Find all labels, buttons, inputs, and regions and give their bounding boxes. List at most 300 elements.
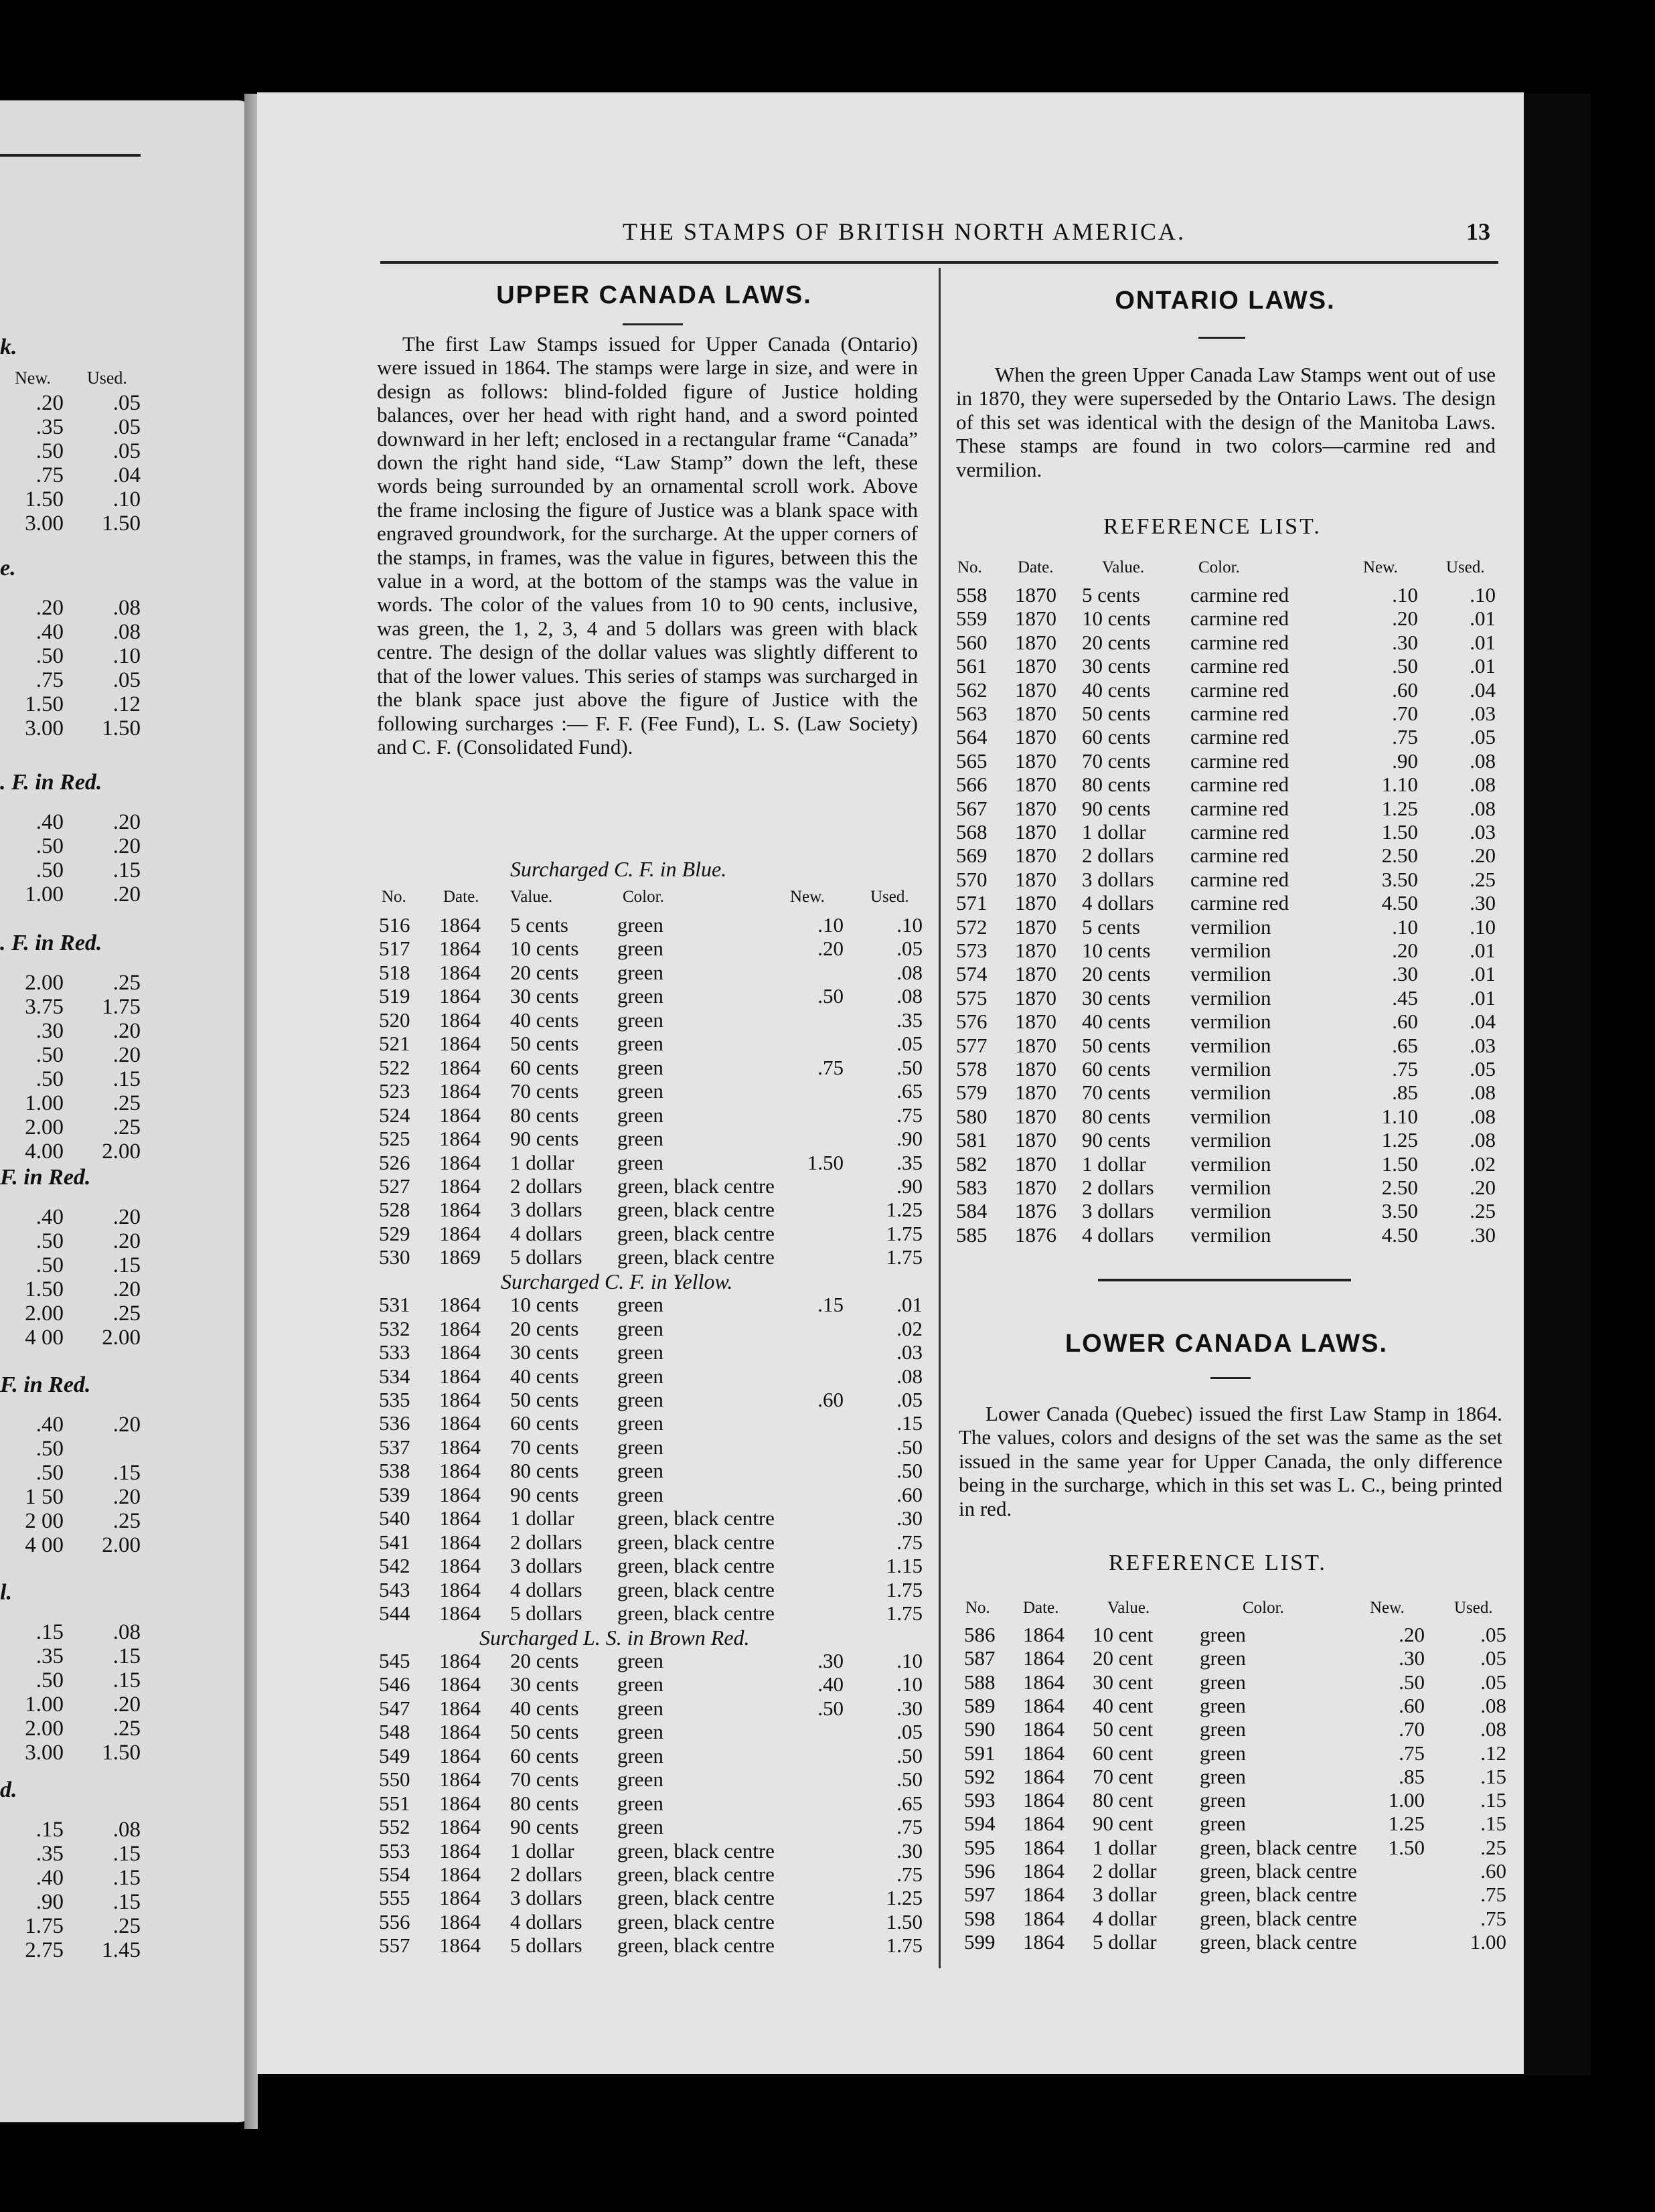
left-price-used: .20 bbox=[112, 1205, 141, 1229]
left-price-used: .05 bbox=[112, 439, 141, 463]
cell-date: 1864 bbox=[439, 1743, 481, 1767]
cell-no: 516 bbox=[379, 913, 410, 937]
cell-color: vermilion bbox=[1190, 962, 1271, 986]
cell-used: .08 bbox=[1480, 1693, 1506, 1717]
lower-canada-reference-title: REFERENCE LIST. bbox=[1109, 1551, 1327, 1575]
cell-color: green bbox=[617, 1388, 663, 1411]
cell-color: green, black centre bbox=[617, 1530, 775, 1554]
cell-color: green bbox=[617, 913, 663, 937]
cell-no: 537 bbox=[379, 1435, 410, 1459]
cell-used: 1.25 bbox=[886, 1198, 923, 1222]
cell-color: green bbox=[617, 1364, 663, 1388]
cell-no: 582 bbox=[956, 1152, 988, 1176]
cell-color: green bbox=[617, 1791, 663, 1815]
cell-no: 524 bbox=[379, 1103, 410, 1127]
cell-value: 40 cent bbox=[1093, 1693, 1154, 1717]
left-price-used: .15 bbox=[112, 1890, 141, 1914]
cell-new: .50 bbox=[1392, 654, 1418, 678]
cell-value: 60 cent bbox=[1093, 1741, 1154, 1765]
cell-no: 530 bbox=[379, 1245, 410, 1269]
cell-date: 1864 bbox=[439, 1767, 481, 1792]
cell-used: .30 bbox=[896, 1696, 923, 1720]
cell-used: 1.15 bbox=[886, 1554, 923, 1578]
table-row bbox=[0, 1741, 1655, 1765]
column-header-date: Date. bbox=[1023, 1599, 1059, 1617]
column-header-used: Used. bbox=[1454, 1599, 1493, 1617]
cell-color: green bbox=[617, 1150, 663, 1174]
table-row bbox=[0, 868, 1655, 891]
table-row bbox=[0, 654, 1655, 678]
cell-used: .08 bbox=[1470, 1128, 1496, 1152]
cell-date: 1864 bbox=[439, 1482, 481, 1506]
left-price-used: .25 bbox=[112, 971, 141, 995]
table-row bbox=[0, 1245, 1655, 1269]
left-price-used: .20 bbox=[112, 1413, 141, 1437]
cell-used: .15 bbox=[1480, 1788, 1506, 1812]
cell-no: 566 bbox=[956, 773, 988, 797]
cell-used: .65 bbox=[896, 1079, 923, 1103]
cell-color: vermilion bbox=[1190, 1010, 1271, 1034]
cell-color: carmine red bbox=[1190, 748, 1289, 773]
cell-used: .30 bbox=[1470, 891, 1496, 915]
cell-used: .10 bbox=[896, 1672, 923, 1696]
cell-value: 60 cents bbox=[510, 1055, 579, 1079]
cell-color: carmine red bbox=[1190, 630, 1289, 654]
cell-used: 1.75 bbox=[886, 1221, 923, 1245]
left-price-row bbox=[0, 487, 161, 511]
cell-value: 1 dollar bbox=[510, 1150, 574, 1174]
cell-date: 1864 bbox=[439, 913, 481, 937]
cell-no: 525 bbox=[379, 1127, 410, 1151]
column-header-date: Date. bbox=[1018, 558, 1054, 576]
left-price-used: 2.00 bbox=[102, 1533, 141, 1557]
cell-color: green bbox=[617, 1079, 663, 1103]
cell-new: .70 bbox=[1392, 702, 1418, 725]
cell-color: green bbox=[617, 1720, 663, 1744]
cell-new: 3.50 bbox=[1381, 1199, 1418, 1223]
cell-date: 1870 bbox=[1015, 962, 1056, 986]
cell-color: green, black centre bbox=[617, 1554, 775, 1578]
cell-date: 1870 bbox=[1015, 844, 1056, 868]
cell-no: 520 bbox=[379, 1008, 410, 1032]
cell-no: 590 bbox=[964, 1717, 996, 1741]
left-price-new: 2.00 bbox=[25, 1115, 64, 1139]
cell-used: .03 bbox=[1470, 1033, 1496, 1057]
cell-date: 1864 bbox=[1023, 1646, 1065, 1670]
cell-value: 30 cent bbox=[1093, 1670, 1154, 1694]
cell-color: green bbox=[617, 1103, 663, 1127]
left-price-row bbox=[0, 463, 161, 487]
cell-date: 1870 bbox=[1015, 748, 1056, 773]
cell-new: 2.50 bbox=[1381, 1176, 1418, 1199]
cell-color: green, black centre bbox=[1200, 1859, 1357, 1883]
cell-no: 551 bbox=[379, 1791, 410, 1815]
cell-color: green bbox=[617, 1459, 663, 1483]
cell-no: 560 bbox=[956, 630, 988, 654]
cell-no: 579 bbox=[956, 1081, 988, 1105]
cell-no: 522 bbox=[379, 1055, 410, 1079]
column-header-new: New. bbox=[1363, 558, 1398, 576]
cell-date: 1864 bbox=[1023, 1929, 1065, 1954]
cell-value: 80 cents bbox=[510, 1791, 579, 1815]
column-header-new: New. bbox=[1370, 1599, 1405, 1617]
cell-date: 1864 bbox=[439, 1316, 481, 1340]
cell-date: 1870 bbox=[1015, 1152, 1056, 1176]
cell-no: 598 bbox=[964, 1906, 996, 1930]
left-price-new: 1.50 bbox=[25, 1277, 64, 1301]
cell-value: 70 cents bbox=[1082, 1081, 1151, 1105]
left-price-new: 2.00 bbox=[25, 1717, 64, 1741]
cell-date: 1870 bbox=[1015, 891, 1056, 915]
cell-color: green bbox=[617, 1411, 663, 1435]
cell-no: 536 bbox=[379, 1411, 410, 1435]
cell-no: 594 bbox=[964, 1812, 996, 1836]
cell-color: green, black centre bbox=[617, 1886, 775, 1910]
lower-canada-intro: Lower Canada (Quebec) issued the first Law Stamp in 1864. The values, colors and designs of the set was the same as the set issued in the same year for Upper Canada, the only difference being in the surcharge, which in this set was L. C., being printed in red. bbox=[959, 1402, 1502, 1520]
cell-no: 583 bbox=[956, 1176, 988, 1199]
cell-color: green bbox=[617, 1008, 663, 1032]
cell-no: 573 bbox=[956, 939, 988, 962]
cell-value: 10 cent bbox=[1093, 1623, 1154, 1646]
cell-used: .15 bbox=[896, 1411, 923, 1435]
cell-no: 521 bbox=[379, 1032, 410, 1056]
table-row bbox=[0, 1623, 1655, 1646]
cell-color: vermilion bbox=[1190, 939, 1271, 962]
left-price-new: .20 bbox=[35, 596, 64, 620]
cell-no: 548 bbox=[379, 1720, 410, 1744]
left-price-used: .12 bbox=[112, 692, 141, 716]
left-price-new: .50 bbox=[35, 439, 64, 463]
cell-no: 588 bbox=[964, 1670, 996, 1694]
cell-date: 1864 bbox=[439, 1055, 481, 1079]
left-section-heading: F. in Red. bbox=[0, 1372, 91, 1397]
left-price-new: 1.75 bbox=[25, 1914, 64, 1938]
upper-canada-intro: The first Law Stamps issued for Upper Canada (Ontario) were issued in 1864. The stamps were large in size, and were in design as follows: blind-folded figure of Justice holding balances, over her head with right hand, and a sword pointed downward in her left; enclosed in a rectangular frame “Canada” down the right hand side, “Law Stamp” down the left, these words being surrounded by an ornamental scroll work. Above the frame inclosing the figure of Justice was a blank space with engraved groundwork, for the surcharge. At the upper corners of the stamps, in frames, was the value in figures, between this the value in a word, at the bottom of the stamps was the value in words. The color of the values from 10 to 90 cents, inclusive, was green, the 1, 2, 3, 4 and 5 dollars was green with black centre. The design of the dollar values was slightly different to that of the lower values. This series of stamps was surcharged in the blank space just above the figure of Justice with the following surcharges :— F. F. (Fee Fund), L. S. (Law Society) and C. F. (Consolidated Fund). bbox=[377, 332, 918, 759]
cell-color: green bbox=[617, 1743, 663, 1767]
table-row bbox=[0, 1578, 1655, 1601]
cell-color: carmine red bbox=[1190, 654, 1289, 678]
cell-no: 595 bbox=[964, 1835, 996, 1859]
cell-color: green bbox=[1200, 1741, 1246, 1765]
left-price-new: 1.50 bbox=[25, 487, 64, 511]
surcharge-heading: Surcharged C. F. in Yellow. bbox=[501, 1269, 733, 1293]
table-row bbox=[0, 797, 1655, 820]
cell-used: 1.75 bbox=[886, 1577, 923, 1601]
cell-value: 30 cents bbox=[510, 1340, 579, 1364]
cell-no: 518 bbox=[379, 960, 410, 984]
cell-date: 1864 bbox=[439, 1079, 481, 1103]
left-price-new: .30 bbox=[35, 1019, 64, 1043]
cell-new: 1.50 bbox=[1381, 1152, 1418, 1176]
left-price-used: .15 bbox=[112, 1842, 141, 1866]
cell-used: .01 bbox=[1470, 985, 1496, 1010]
column-header-color: Color. bbox=[1243, 1599, 1284, 1617]
cell-used: .25 bbox=[1470, 867, 1496, 891]
cell-value: 1 dollar bbox=[1082, 1152, 1146, 1176]
cell-date: 1870 bbox=[1015, 1010, 1056, 1034]
cell-date: 1864 bbox=[439, 1103, 481, 1127]
cell-no: 587 bbox=[964, 1646, 996, 1670]
cell-value: 20 cents bbox=[510, 1316, 579, 1340]
cell-used: .12 bbox=[1480, 1741, 1506, 1765]
cell-color: vermilion bbox=[1190, 1199, 1271, 1223]
cell-new: .60 bbox=[1392, 1010, 1418, 1034]
column-header-date: Date. bbox=[443, 888, 479, 906]
cell-value: 3 dollars bbox=[1082, 867, 1154, 891]
cell-used: .30 bbox=[1470, 1222, 1496, 1247]
left-price-used: .20 bbox=[112, 1019, 141, 1043]
cell-date: 1864 bbox=[1023, 1835, 1065, 1859]
cell-color: green bbox=[617, 1127, 663, 1151]
cell-used: 1.75 bbox=[886, 1601, 923, 1626]
left-price-used: .05 bbox=[112, 668, 141, 692]
cell-value: 30 cents bbox=[1082, 654, 1151, 678]
cell-color: green bbox=[617, 1482, 663, 1506]
table-row bbox=[0, 631, 1655, 654]
cell-color: green bbox=[617, 960, 663, 984]
cell-color: green, black centre bbox=[617, 1577, 775, 1601]
table-row bbox=[0, 1223, 1655, 1247]
left-price-new: .35 bbox=[35, 415, 64, 439]
left-price-new: 4.00 bbox=[25, 1139, 64, 1164]
left-price-new: 2 00 bbox=[25, 1509, 64, 1533]
cell-value: 40 cents bbox=[510, 1008, 579, 1032]
cell-used: .25 bbox=[1480, 1835, 1506, 1859]
cell-no: 545 bbox=[379, 1648, 410, 1672]
table-row bbox=[0, 939, 1655, 962]
cell-used: .08 bbox=[1470, 796, 1496, 820]
cell-no: 599 bbox=[964, 1929, 996, 1954]
left-price-new: .50 bbox=[35, 858, 64, 882]
cell-used: .08 bbox=[1470, 773, 1496, 797]
cell-used: .50 bbox=[896, 1459, 923, 1483]
cell-no: 547 bbox=[379, 1696, 410, 1720]
cell-value: 20 cent bbox=[1093, 1646, 1154, 1670]
cell-date: 1864 bbox=[439, 1411, 481, 1435]
cell-color: carmine red bbox=[1190, 867, 1289, 891]
cell-used: .15 bbox=[1480, 1764, 1506, 1788]
cell-date: 1870 bbox=[1015, 985, 1056, 1010]
left-price-used: 1.50 bbox=[102, 716, 141, 740]
cell-color: green, black centre bbox=[617, 1601, 775, 1626]
cell-value: 5 dollars bbox=[510, 1245, 582, 1269]
cell-date: 1864 bbox=[439, 1459, 481, 1483]
cell-value: 40 cents bbox=[510, 1364, 579, 1388]
cell-no: 578 bbox=[956, 1057, 988, 1081]
left-price-new: 2.00 bbox=[25, 1301, 64, 1326]
cell-no: 584 bbox=[956, 1199, 988, 1223]
left-price-used: .25 bbox=[112, 1301, 141, 1326]
cell-color: green bbox=[617, 1340, 663, 1364]
cell-no: 572 bbox=[956, 915, 988, 939]
left-section-heading: . F. in Red. bbox=[0, 770, 102, 795]
cell-value: 5 cents bbox=[1082, 915, 1140, 939]
cell-used: 1.75 bbox=[886, 1245, 923, 1269]
table-row bbox=[0, 1081, 1655, 1104]
left-price-used: .05 bbox=[112, 391, 141, 415]
left-price-used: .25 bbox=[112, 1115, 141, 1139]
left-section-heading: d. bbox=[0, 1778, 17, 1802]
cell-new: .65 bbox=[1392, 1033, 1418, 1057]
table-row bbox=[0, 1105, 1655, 1128]
cell-color: green, black centre bbox=[617, 1174, 775, 1198]
cell-no: 519 bbox=[379, 984, 410, 1008]
cell-used: .01 bbox=[1470, 654, 1496, 678]
cell-new: .70 bbox=[1399, 1717, 1425, 1741]
cell-value: 90 cents bbox=[510, 1815, 579, 1839]
cell-value: 30 cents bbox=[1082, 985, 1151, 1010]
left-price-new: 3.00 bbox=[25, 511, 64, 536]
cell-used: .08 bbox=[1470, 1081, 1496, 1105]
cell-date: 1870 bbox=[1015, 1081, 1056, 1105]
cell-value: 70 cents bbox=[1082, 748, 1151, 773]
cell-color: vermilion bbox=[1190, 1152, 1271, 1176]
cell-value: 2 dollars bbox=[1082, 844, 1154, 868]
cell-date: 1864 bbox=[439, 1388, 481, 1411]
cell-used: .75 bbox=[896, 1103, 923, 1127]
cell-new: .45 bbox=[1392, 985, 1418, 1010]
cell-value: 80 cents bbox=[1082, 773, 1151, 797]
cell-new: .10 bbox=[817, 913, 844, 937]
cell-no: 565 bbox=[956, 748, 988, 773]
left-price-new: .15 bbox=[35, 1620, 64, 1644]
cell-used: .05 bbox=[896, 937, 923, 961]
cell-value: 4 dollars bbox=[510, 1221, 582, 1245]
left-price-new: .20 bbox=[35, 391, 64, 415]
cell-used: .90 bbox=[896, 1127, 923, 1151]
cell-used: .03 bbox=[896, 1340, 923, 1364]
title-rule bbox=[1198, 337, 1245, 339]
cell-used: .75 bbox=[1480, 1883, 1506, 1907]
cell-used: .05 bbox=[1480, 1623, 1506, 1646]
cell-used: .05 bbox=[896, 1388, 923, 1411]
cell-color: green, black centre bbox=[617, 1838, 775, 1863]
title-rule bbox=[623, 323, 683, 325]
cell-new: .30 bbox=[1392, 630, 1418, 654]
left-price-used: .20 bbox=[112, 810, 141, 834]
table-row bbox=[0, 986, 1655, 1010]
cell-date: 1864 bbox=[439, 1364, 481, 1388]
cell-value: 90 cents bbox=[510, 1482, 579, 1506]
left-price-used: .25 bbox=[112, 1914, 141, 1938]
cell-date: 1864 bbox=[439, 1198, 481, 1222]
table-row bbox=[0, 1670, 1655, 1694]
cell-value: 60 cents bbox=[510, 1411, 579, 1435]
cell-no: 591 bbox=[964, 1741, 996, 1765]
table-row bbox=[0, 607, 1655, 630]
cell-date: 1870 bbox=[1015, 1104, 1056, 1128]
cell-value: 4 dollars bbox=[1082, 891, 1154, 915]
left-price-used: .05 bbox=[112, 415, 141, 439]
cell-no: 531 bbox=[379, 1293, 410, 1317]
cell-no: 581 bbox=[956, 1128, 988, 1152]
cell-color: green bbox=[617, 937, 663, 961]
cell-date: 1864 bbox=[439, 1340, 481, 1364]
cell-no: 517 bbox=[379, 937, 410, 961]
cell-new: .10 bbox=[1392, 583, 1418, 607]
cell-color: green bbox=[617, 1055, 663, 1079]
cell-date: 1864 bbox=[1023, 1906, 1065, 1930]
left-price-used: .08 bbox=[112, 1620, 141, 1644]
column-header-no: No. bbox=[965, 1599, 990, 1617]
left-price-new: 1.00 bbox=[25, 882, 64, 906]
cell-no: 571 bbox=[956, 891, 988, 915]
cell-date: 1864 bbox=[439, 1293, 481, 1317]
cell-date: 1864 bbox=[1023, 1670, 1065, 1694]
cell-value: 40 cents bbox=[1082, 678, 1151, 702]
cell-color: green, black centre bbox=[1200, 1929, 1357, 1954]
cell-no: 543 bbox=[379, 1577, 410, 1601]
left-price-new: .35 bbox=[35, 1842, 64, 1866]
cell-no: 539 bbox=[379, 1482, 410, 1506]
left-price-new: .90 bbox=[35, 1890, 64, 1914]
table-row bbox=[0, 1034, 1655, 1057]
cell-used: .65 bbox=[896, 1791, 923, 1815]
table-row bbox=[0, 1646, 1655, 1670]
left-section-heading: l. bbox=[0, 1580, 12, 1605]
cell-date: 1876 bbox=[1015, 1199, 1056, 1223]
left-price-new: .40 bbox=[35, 1205, 64, 1229]
left-price-used: .08 bbox=[112, 596, 141, 620]
cell-color: green bbox=[617, 1767, 663, 1792]
cell-value: 80 cents bbox=[1082, 1104, 1151, 1128]
cell-date: 1864 bbox=[439, 1838, 481, 1863]
table-row bbox=[0, 1010, 1655, 1033]
cell-date: 1870 bbox=[1015, 1128, 1056, 1152]
table-row bbox=[0, 1694, 1655, 1717]
cell-value: 3 dollar bbox=[1093, 1883, 1157, 1907]
cell-no: 561 bbox=[956, 654, 988, 678]
cell-value: 4 dollars bbox=[1082, 1222, 1154, 1247]
cell-color: green bbox=[1200, 1717, 1246, 1741]
cell-used: .08 bbox=[1480, 1717, 1506, 1741]
cell-no: 580 bbox=[956, 1104, 988, 1128]
cell-value: 1 dollar bbox=[1093, 1835, 1157, 1859]
cell-used: 1.25 bbox=[886, 1886, 923, 1910]
cell-value: 1 dollar bbox=[510, 1838, 574, 1863]
cell-value: 40 cents bbox=[510, 1696, 579, 1720]
cell-date: 1870 bbox=[1015, 1057, 1056, 1081]
cell-value: 30 cents bbox=[510, 1672, 579, 1696]
cell-date: 1870 bbox=[1015, 939, 1056, 962]
cell-new: .20 bbox=[1399, 1623, 1425, 1646]
cell-value: 5 cents bbox=[1082, 583, 1140, 607]
cell-no: 553 bbox=[379, 1838, 410, 1863]
cell-color: green bbox=[617, 1672, 663, 1696]
cell-color: green, black centre bbox=[1200, 1835, 1357, 1859]
cell-color: green bbox=[617, 1435, 663, 1459]
left-price-used: .08 bbox=[112, 1818, 141, 1842]
cell-value: 70 cent bbox=[1093, 1764, 1154, 1788]
section-rule bbox=[1098, 1279, 1351, 1281]
cell-date: 1870 bbox=[1015, 583, 1056, 607]
cell-date: 1870 bbox=[1015, 702, 1056, 725]
column-header-used: Used. bbox=[870, 888, 909, 906]
cell-date: 1870 bbox=[1015, 678, 1056, 702]
cell-value: 10 cents bbox=[510, 1293, 579, 1317]
cell-used: .25 bbox=[1470, 1199, 1496, 1223]
cell-color: vermilion bbox=[1190, 1081, 1271, 1105]
cell-used: .04 bbox=[1470, 1010, 1496, 1034]
cell-new: 1.50 bbox=[807, 1150, 844, 1174]
cell-color: green bbox=[1200, 1812, 1246, 1836]
left-price-new: .50 bbox=[35, 1043, 64, 1067]
cell-date: 1869 bbox=[439, 1245, 481, 1269]
left-price-new: .50 bbox=[35, 1067, 64, 1091]
ontario-reference-title: REFERENCE LIST. bbox=[1103, 514, 1322, 539]
table-row bbox=[0, 1128, 1655, 1152]
cell-used: .50 bbox=[896, 1435, 923, 1459]
